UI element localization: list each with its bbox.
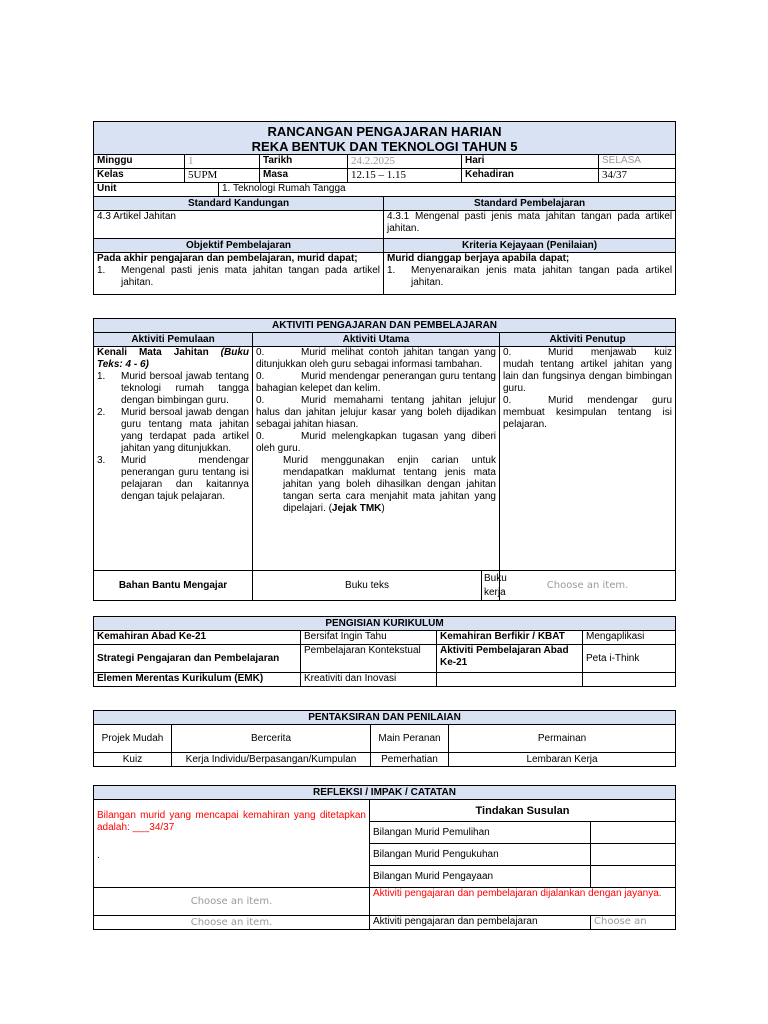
utama-item-num: 0.: [256, 395, 265, 406]
penutup-item-text: Murid mendengar guru membuat kesimpulan tentang isi pelajaran.: [503, 395, 673, 430]
refleksi-choose-2[interactable]: Choose an item.: [94, 916, 370, 930]
utama-item: [256, 347, 496, 371]
capai-text: Bilangan murid yang mencapai kemahiran yang ditetapkan adalah: ___34/37: [97, 810, 366, 833]
aktiviti-table: [93, 318, 676, 601]
rph-header-table: [93, 121, 676, 295]
hari-label: Hari: [462, 155, 599, 169]
emk-label: Elemen Merentas Kurikulum (EMK): [94, 673, 301, 687]
pentaksiran-pemerhatian[interactable]: Pemerhatian: [371, 753, 449, 767]
capai-cell[interactable]: [94, 800, 370, 888]
utama-last-item: [256, 455, 496, 515]
strategi-label: Strategi Pengajaran dan Pembelajaran: [94, 645, 301, 673]
bbm-value-1[interactable]: Buku teks: [253, 571, 482, 601]
objektif-cell[interactable]: [94, 253, 384, 295]
kehadiran-value[interactable]: 34/37: [599, 169, 676, 183]
emk-empty-2[interactable]: [583, 673, 676, 687]
pemulaan-heading-main: Kenali Mata Jahitan: [97, 347, 221, 358]
pentaksiran-table: [93, 710, 676, 767]
kriteria-label: Kriteria Kejayaan (Penilaian): [384, 239, 676, 253]
kriteria-item-text: Menyenaraikan jenis mata jahitan tangan pada artikel jahitan.: [411, 265, 673, 288]
pemulaan-item: [97, 371, 249, 407]
kriteria-intro: Murid dianggap berjaya apabila dapat;: [387, 253, 570, 264]
objektif-list: [97, 265, 380, 289]
tarikh-label: Tarikh: [260, 155, 348, 169]
aktiviti-section-title: AKTIVITI PENGAJARAN DAN PEMBELAJARAN: [94, 319, 676, 333]
utama-last-text: Murid menggunakan enjin carian untuk mendapatkan maklumat tentang jenis mata jahitan yang boleh dihasilkan dengan jahitan tangan serta cara menjahit mata jahitan yang dipelajari. (: [283, 455, 496, 514]
pemulaan-item: [97, 455, 249, 503]
pemulaan-item-text: Murid bersoal jawab tentang teknologi rumah tangga dengan bimbingan guru.: [121, 371, 249, 406]
objektif-item: [97, 265, 380, 289]
aktiviti-abad-label: Aktiviti Pembelajaran Abad Ke-21: [437, 645, 583, 673]
pemulaan-item-num: 2.: [97, 407, 106, 418]
pemulihan-label: Bilangan Murid Pemulihan: [370, 822, 591, 844]
refleksi-section-title: REFLEKSI / IMPAK / CATATAN: [94, 786, 676, 800]
pentaksiran-lembaran[interactable]: Lembaran Kerja: [449, 753, 676, 767]
pengayaan-label: Bilangan Murid Pengayaan: [370, 866, 591, 888]
emk-value[interactable]: Kreativiti dan Inovasi: [301, 673, 437, 687]
pemulaan-item-text: Murid mendengar penerangan guru tentang isi pelajaran dan kaitannya dengan tajuk pelajaran.: [121, 455, 249, 502]
abad-label: Kemahiran Abad Ke-21: [94, 631, 301, 645]
refleksi-table: [93, 785, 676, 930]
kbat-value[interactable]: Mengaplikasi: [583, 631, 676, 645]
col-pemulaan: Aktiviti Pemulaan: [94, 333, 253, 347]
utama-item: [256, 395, 496, 431]
emk-empty-1[interactable]: [437, 673, 583, 687]
kehadiran-label: Kehadiran: [462, 169, 599, 183]
objektif-label: Objektif Pembelajaran: [94, 239, 384, 253]
pentaksiran-main-peranan[interactable]: Main Peranan: [371, 725, 449, 753]
kelas-value[interactable]: 5UPM: [185, 169, 260, 183]
penutup-list: [503, 347, 672, 431]
utama-item-text: Murid memahami tentang jahitan jelujur halus dan jahitan jelujur kasar yang boleh dijadikan sebagai jahitan hiasan.: [256, 395, 496, 430]
refleksi-choose-3[interactable]: Choose an: [591, 916, 676, 930]
pemulaan-item-num: 1.: [97, 371, 106, 382]
aktiviti-abad-value[interactable]: Peta i-Think: [583, 645, 676, 673]
utama-item: [256, 431, 496, 455]
utama-last-bold: Jejak TMK: [331, 503, 382, 514]
penutup-item: [503, 347, 672, 395]
penutup-item-text: Murid menjawab kuiz mudah tentang artikel jahitan yang lain dan fungsinya dengan bimbingan guru.: [503, 347, 673, 394]
utama-list: [256, 347, 496, 455]
bbm-choose-item[interactable]: Choose an item.: [500, 571, 676, 601]
hari-value[interactable]: SELASA: [599, 155, 676, 169]
pentaksiran-bercerita[interactable]: Bercerita: [172, 725, 371, 753]
minggu-value[interactable]: 1: [185, 155, 260, 169]
kurikulum-section-title: PENGISIAN KURIKULUM: [94, 617, 676, 631]
kelas-label: Kelas: [94, 169, 185, 183]
standard-kandungan-label: Standard Kandungan: [94, 197, 384, 211]
pentaksiran-section-title: PENTAKSIRAN DAN PENILAIAN: [94, 711, 676, 725]
dijalankan-text[interactable]: Aktiviti pengajaran dan pembelajaran dijalankan dengan jayanya.: [370, 888, 676, 916]
bbm-value-2[interactable]: Buku kerja: [482, 571, 500, 601]
pemulaan-item: [97, 407, 249, 455]
aktiviti-pp-text[interactable]: Aktiviti pengajaran dan pembelajaran: [370, 916, 591, 930]
utama-item-text: Murid mendengar penerangan guru tentang bahagian kelepet dan kelim.: [256, 371, 496, 394]
utama-last-end: ): [381, 503, 385, 514]
pemulaan-cell[interactable]: [94, 347, 253, 571]
standard-pembelajaran-label: Standard Pembelajaran: [384, 197, 676, 211]
masa-label: Masa: [260, 169, 348, 183]
kriteria-list: [387, 265, 672, 289]
standard-pembelajaran-value[interactable]: 4.3.1 Mengenal pasti jenis mata jahitan tangan pada artikel jahitan.: [384, 211, 676, 239]
rph-title: [94, 122, 676, 155]
col-penutup: Aktiviti Penutup: [500, 333, 676, 347]
pengukuhan-label: Bilangan Murid Pengukuhan: [370, 844, 591, 866]
penutup-item: [503, 395, 672, 431]
pemulaan-heading-ref: (Buku Teks: 4 - 6): [97, 347, 249, 370]
standard-kandungan-value[interactable]: 4.3 Artikel Jahitan: [94, 211, 384, 239]
minggu-label: Minggu: [94, 155, 185, 169]
unit-label: Unit: [94, 183, 219, 197]
pemulaan-item-text: Murid bersoal jawab dengan guru tentang mata jahitan yang terdapat pada artikel jahitan yang ditunjukkan.: [121, 407, 249, 454]
col-utama: Aktiviti Utama: [253, 333, 500, 347]
masa-value[interactable]: 12.15 – 1.15: [348, 169, 462, 183]
refleksi-choose-1[interactable]: Choose an item.: [94, 888, 370, 916]
kurikulum-table: [93, 616, 676, 687]
pemulaan-item-num: 3.: [97, 455, 106, 466]
pentaksiran-kerja[interactable]: Kerja Individu/Berpasangan/Kumpulan: [172, 753, 371, 767]
objektif-intro: Pada akhir pengajaran dan pembelajaran, murid dapat;: [97, 253, 358, 264]
tindakan-label: Tindakan Susulan: [370, 800, 676, 822]
tarikh-value[interactable]: 24.2.2025: [348, 155, 462, 169]
utama-item: [256, 371, 496, 395]
strategi-value[interactable]: Pembelajaran Kontekstual: [301, 645, 437, 673]
utama-item-num: 0.: [256, 431, 265, 442]
pengukuhan-value[interactable]: [591, 844, 676, 866]
pemulaan-heading: [97, 347, 249, 371]
kriteria-item-num: 1.: [387, 265, 396, 276]
pemulihan-value[interactable]: [591, 822, 676, 844]
utama-item-text: Murid melengkapkan tugasan yang diberi oleh guru.: [256, 431, 496, 454]
pentaksiran-permainan[interactable]: Permainan: [449, 725, 676, 753]
pentaksiran-kuiz[interactable]: Kuiz: [94, 753, 172, 767]
utama-item-text: Murid melihat contoh jahitan tangan yang ditunjukkan oleh guru sebagai informasi tambahan.: [256, 347, 496, 370]
penutup-cell[interactable]: [500, 347, 676, 571]
kriteria-item: [387, 265, 672, 289]
utama-cell[interactable]: [253, 347, 500, 571]
pentaksiran-projek[interactable]: Projek Mudah: [94, 725, 172, 753]
utama-item-num: 0.: [256, 371, 265, 382]
objektif-item-text: Mengenal pasti jenis mata jahitan tangan pada artikel jahitan.: [121, 265, 380, 288]
rph-title-line1: RANCANGAN PENGAJARAN HARIAN: [267, 123, 502, 139]
abad-value[interactable]: Bersifat Ingin Tahu: [301, 631, 437, 645]
bbm-label: Bahan Bantu Mengajar: [94, 571, 253, 601]
penutup-item-num: 0.: [503, 347, 512, 358]
capai-dot: .: [97, 850, 100, 861]
kbat-label: Kemahiran Berfikir / KBAT: [437, 631, 583, 645]
penutup-item-num: 0.: [503, 395, 512, 406]
kriteria-cell[interactable]: [384, 253, 676, 295]
unit-value[interactable]: 1. Teknologi Rumah Tangga: [219, 183, 676, 197]
utama-item-num: 0.: [256, 347, 265, 358]
pengayaan-value[interactable]: [591, 866, 676, 888]
objektif-item-num: 1.: [97, 265, 106, 276]
rph-title-line2: REKA BENTUK DAN TEKNOLOGI TAHUN 5: [251, 138, 518, 154]
pemulaan-list: [97, 371, 249, 503]
